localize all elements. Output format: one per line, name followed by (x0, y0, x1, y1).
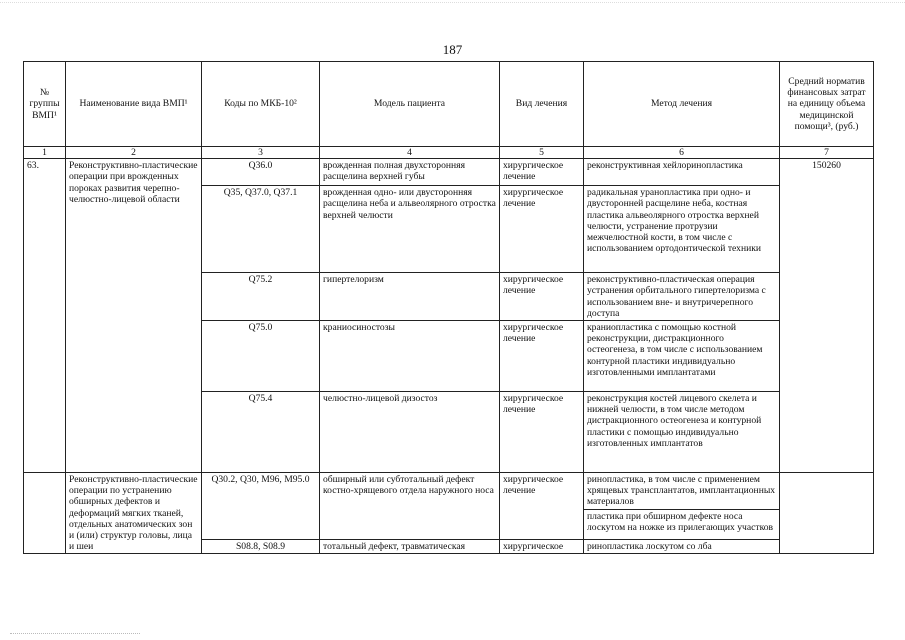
treatment-type: хирургическое лечение (500, 473, 584, 540)
icd-codes: Q75.4 (202, 392, 320, 473)
header-codes: Коды по МКБ-10² (202, 62, 320, 147)
cost-norm: 150260 (780, 159, 874, 473)
patient-model: врожденная полная двухсторонняя расщелина верхней губы (320, 159, 500, 186)
header-norm: Средний норматив финансовых затрат на единицу объема медицинской помощи³, (руб.) (780, 62, 874, 147)
header-model: Модель пациента (320, 62, 500, 147)
icd-codes: Q35, Q37.0, Q37.1 (202, 186, 320, 273)
table-row (24, 159, 874, 186)
treatment-type: хирургическое лечение (500, 392, 584, 473)
icd-codes: Q75.0 (202, 321, 320, 392)
icd-codes: Q30.2, Q30, M96, M95.0 (202, 473, 320, 540)
scan-edge-mark (0, 2, 905, 5)
icd-codes: S08.8, S08.9 (202, 540, 320, 554)
treatment-method: реконструктивная хейлоринопластика (584, 159, 780, 186)
treatment-method: ринопластика лоскутом со лба (584, 540, 780, 554)
patient-model: обширный или субтотальный дефект костно-хрящевого отдела наружного носа (320, 473, 500, 540)
treatment-method: реконструктивно-пластическая операция устранения орбитального гипертелоризма с использованием вне- и внутричерепного доступа (584, 273, 780, 321)
group-number: 63. (24, 159, 66, 473)
header-name: Наименование вида ВМП¹ (66, 62, 202, 147)
header-method: Метод лечения (584, 62, 780, 147)
treatment-method: краниопластика с помощью костной реконструкции, дистракционного остеогенеза, в том числе с использованием контурной пластики индивидуально изготовленными имплантатами (584, 321, 780, 392)
header-treatment-type: Вид лечения (500, 62, 584, 147)
column-number: 7 (780, 147, 874, 159)
cost-norm (780, 473, 874, 554)
group-number (24, 473, 66, 554)
treatment-method: ринопластика, в том числе с применением хрящевых трансплантатов, имплантационных материалов (584, 473, 780, 510)
header-row (24, 62, 874, 147)
treatment-type: хирургическое лечение (500, 273, 584, 321)
scan-edge-mark (10, 633, 140, 637)
icd-codes: Q36.0 (202, 159, 320, 186)
treatment-type: хирургическое (500, 540, 584, 554)
vmp-table (23, 61, 874, 554)
table-row (24, 473, 874, 510)
treatment-type: хирургическое лечение (500, 186, 584, 273)
column-number: 5 (500, 147, 584, 159)
treatment-type: хирургическое лечение (500, 321, 584, 392)
treatment-type: хирургическое лечение (500, 159, 584, 186)
patient-model: врожденная одно- или двусторонняя расщелина неба и альвеолярного отростка верхней челюсти (320, 186, 500, 273)
patient-model: челюстно-лицевой дизостоз (320, 392, 500, 473)
column-number: 6 (584, 147, 780, 159)
header-group: № группы ВМП¹ (24, 62, 66, 147)
page-number: 187 (442, 42, 463, 57)
treatment-method: радикальная уранопластика при одно- и двусторонней расщелине неба, костная пластика альвеолярного отростка верхней челюсти, устранение протрузии межчелюстной кости, в том числе с использованием ортодонтической техники (584, 186, 780, 273)
treatment-method: реконструкция костей лицевого скелета и нижней челюсти, в том числе методом дистракционного остеогенеза и контурной пластики с помощью индивидуально изготовленных имплантатов (584, 392, 780, 473)
icd-codes: Q75.2 (202, 273, 320, 321)
column-number-row (24, 147, 874, 159)
column-number: 3 (202, 147, 320, 159)
patient-model: краниосиностозы (320, 321, 500, 392)
patient-model: тотальный дефект, травматическая (320, 540, 500, 554)
column-number: 1 (24, 147, 66, 159)
patient-model: гипертелоризм (320, 273, 500, 321)
column-number: 2 (66, 147, 202, 159)
column-number: 4 (320, 147, 500, 159)
vmp-name: Реконструктивно-пластические операции по устранению обширных дефектов и деформаций мягких тканей, отдельных анатомических зон и (или) структур головы, лица и шеи (66, 473, 202, 554)
treatment-method: пластика при обширном дефекте носа лоскутом на ножке из прилегающих участков (584, 509, 780, 539)
vmp-name: Реконструктивно-пластические операции при врожденных пороках развития черепно-челюстно-лицевой области (66, 159, 202, 473)
